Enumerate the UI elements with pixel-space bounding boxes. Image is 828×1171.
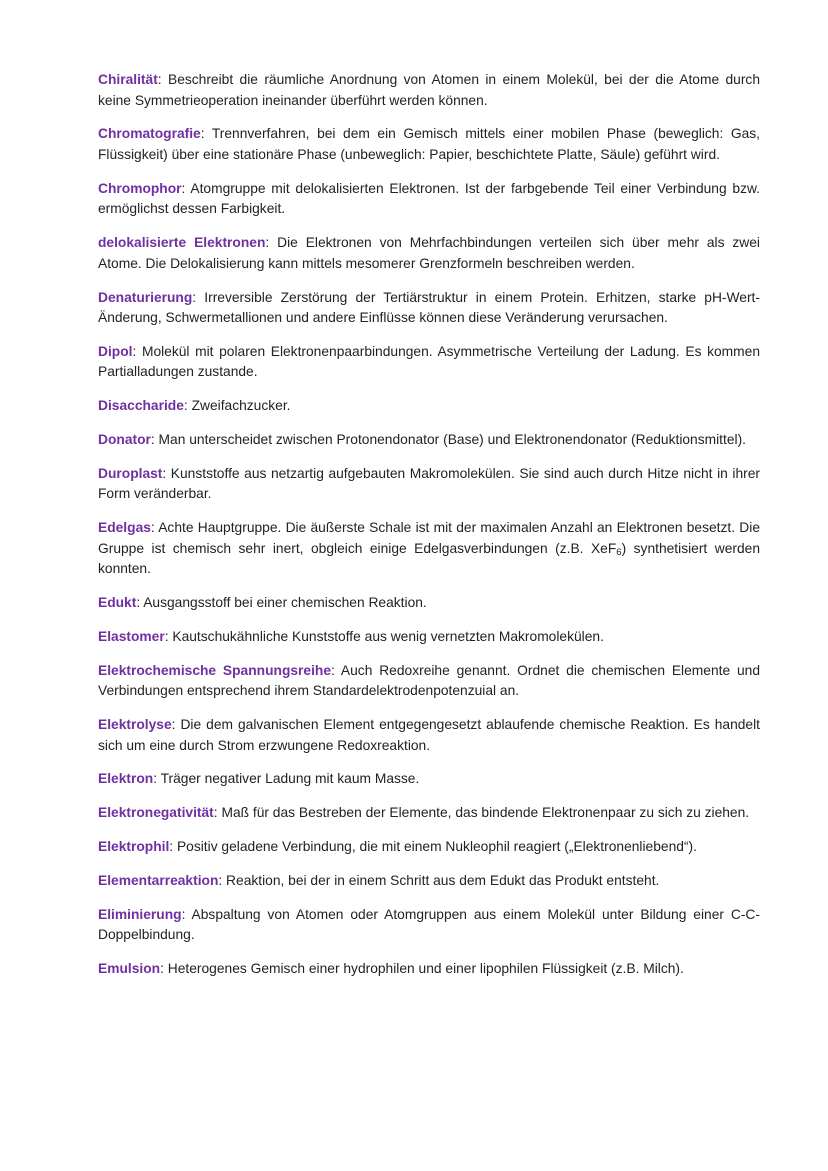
glossary-entry-emulsion [98,959,760,980]
glossary-definition: : Molekül mit polaren Elektronenpaarbindungen. Asymmetrische Verteilung der Ladung. Es kommen Partialladungen zustande. [98,343,760,380]
glossary-definition: : Reaktion, bei der in einem Schritt aus dem Edukt das Produkt entsteht. [218,872,660,888]
glossary-definition: : Positiv geladene Verbindung, die mit einem Nukleophil reagiert („Elektronenliebend“). [169,839,697,855]
glossary-term: Elektrophil [98,839,170,855]
glossary-term: Duroplast [98,465,163,481]
glossary-definition: : Zweifachzucker. [183,398,291,414]
glossary-definition: : Kautschukähnliche Kunststoffe aus wenig vernetzten Makromolekülen. [164,628,604,644]
glossary-entry-chiralitaet [98,70,760,111]
glossary-definition: : Irreversible Zerstörung der Tertiärstruktur in einem Protein. Erhitzen, starke pH-Wert-Änderung, Schwermetallionen und andere Einflüsse können diese Veränderung verursachen. [98,289,760,326]
glossary-definition: : Trennverfahren, bei dem ein Gemisch mittels einer mobilen Phase (beweglich: Gas, Flüssigkeit) über eine stationäre Phase (unbeweglich: Papier, beschichtete Platte, Säule) geführt wird. [98,126,760,162]
glossary-entry-edukt [98,593,760,614]
glossary-term: Chromatografie [98,126,201,142]
glossary-term: Edelgas [98,520,151,536]
glossary-term: Elektrolyse [98,717,172,733]
glossary-term: delokalisierte Elektronen [98,235,266,251]
glossary-entry-elektrolyse [98,715,760,756]
glossary-term: Eliminierung [98,906,182,922]
glossary-entry-chromatografie [98,124,760,165]
glossary-entry-dipol [98,342,760,383]
glossary-definition: : Maß für das Bestreben der Elemente, das bindende Elektronenpaar zu sich zu ziehen. [213,805,750,821]
glossary-entry-denaturierung [98,288,760,329]
glossary-term: Disaccharide [98,398,184,414]
glossary-term: Donator [98,432,151,448]
glossary-definition: : Kunststoffe aus netzartig aufgebauten Makromolekülen. Sie sind auch durch Hitze nicht in ihrer Form veränderbar. [98,465,760,502]
glossary-term: Chromophor [98,180,182,196]
glossary-entry-elektrophil [98,837,760,858]
glossary-definition: : Ausgangsstoff bei einer chemischen Reaktion. [136,595,427,611]
glossary-definition: : Atomgruppe mit delokalisierten Elektronen. Ist der farbgebende Teil einer Verbindung bzw. ermöglichst dessen Farbigkeit. [98,180,760,217]
glossary-entry-elektronegativitaet [98,803,760,824]
glossary-entry-duroplast [98,464,760,505]
glossary-entry-elementarreaktion [98,871,760,892]
glossary-term: Elementarreaktion [98,872,219,888]
glossary-entry-edelgas [98,518,760,580]
glossary-definition: : Abspaltung von Atomen oder Atomgruppen aus einem Molekül unter Bildung einer C-C-Doppelbindung. [98,906,760,943]
glossary-term: Chiralität [98,72,158,87]
glossary-entry-chromophor [98,179,760,220]
glossary-term: Elektronegativität [98,805,214,821]
glossary-term: Dipol [98,343,133,359]
glossary-definition: : Beschreibt die räumliche Anordnung von Atomen in einem Molekül, bei der die Atome durch keine Symmetrieoperation ineinander überführt werden können. [98,72,760,108]
glossary-entry-elektrochemische-spannungsreihe [98,661,760,702]
glossary-entry-eliminierung [98,905,760,946]
glossary-term: Denaturierung [98,289,193,305]
glossary-definition: : Man unterscheidet zwischen Protonendonator (Base) und Elektronendonator (Reduktionsmittel). [150,432,747,448]
glossary-entry-disaccharide [98,396,760,417]
glossary-term: Elastomer [98,628,165,644]
glossary-definition: : Träger negativer Ladung mit kaum Masse. [153,771,420,787]
glossary-term: Elektrochemische Spannungsreihe [98,662,332,678]
glossary-entry-delokalisierte-elektronen [98,233,760,274]
glossary-term: Elektron [98,771,154,787]
glossary-term: Emulsion [98,960,161,976]
glossary-entry-elastomer [98,627,760,648]
glossary-entry-donator [98,430,760,451]
glossary-definition: : Auch Redoxreihe genannt. Ordnet die chemischen Elemente und Verbindungen entsprechend ihrem Standardelektrodenpotenzuial an. [98,662,760,699]
glossary-definition: : Die Elektronen von Mehrfachbindungen verteilen sich über mehr als zwei Atome. Die Delokalisierung kann mittels mesomerer Grenzformeln beschreiben werden. [98,235,760,271]
subscript: 6 [616,546,622,558]
glossary-definition-end: ) synthetisiert werden konnten. [98,540,760,577]
glossary-term: Edukt [98,595,137,611]
glossary-definition: : Heterogenes Gemisch einer hydrophilen und einer lipophilen Flüssigkeit (z.B. Milch). [160,960,684,976]
glossary-definition: : Die dem galvanischen Element entgegengesetzt ablaufende chemische Reaktion. Es handelt sich um eine durch Strom erzwungene Redoxreaktion. [98,717,760,753]
glossary-entry-elektron [98,769,760,790]
glossary-definition: : Achte Hauptgruppe. Die äußerste Schale ist mit der maximalen Anzahl an Elektronen besetzt. Die Gruppe ist chemisch sehr inert, obgleich einige Edelgasverbindungen (z.B. XeF [98,520,760,556]
glossary-page [98,70,760,993]
